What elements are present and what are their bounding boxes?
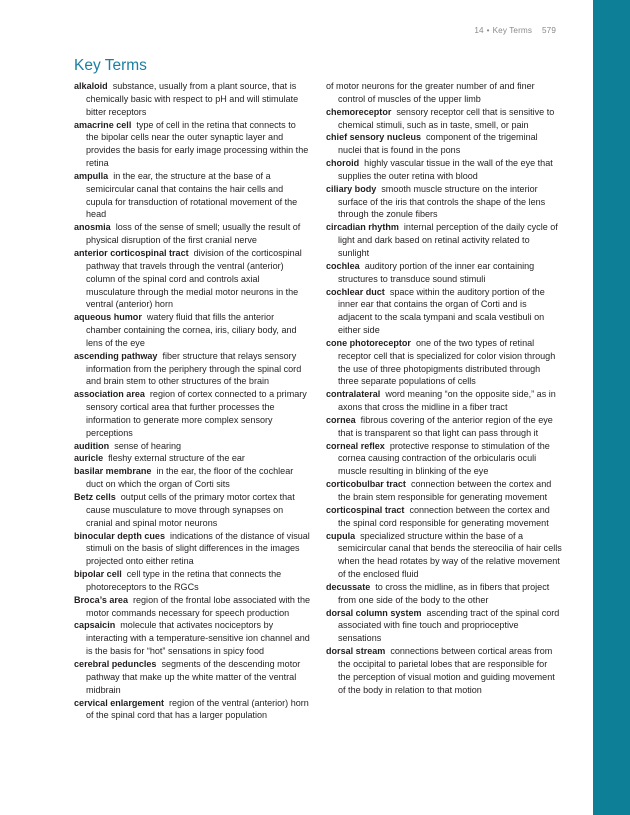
glossary-entry (74, 619, 310, 658)
glossary-definition: region of cortex connected to a primary sensory cortical area that further processes the information to generate more complex sensory perceptions (86, 389, 307, 438)
glossary-definition: loss of the sense of smell; usually the result of physical disruption of the first cranial nerve (86, 222, 301, 246)
glossary-entry (74, 594, 310, 620)
glossary-column-right (326, 80, 562, 697)
glossary-term: ascending pathway (74, 350, 158, 361)
glossary-definition: division of the corticospinal pathway that travels through the ventral (anterior) column of the spinal cord and controls axial musculature through the medial motor neurons in the ventral (anterior) horn (86, 247, 302, 310)
glossary-entry (74, 350, 310, 389)
glossary-entry (326, 414, 562, 440)
glossary-entry (326, 337, 562, 388)
glossary-entry (326, 440, 562, 479)
glossary-entry (74, 247, 310, 311)
glossary-definition: one of the two types of retinal receptor cell that is specialized for color vision through the use of three photopigments distributed through three separate populations of cells (338, 337, 556, 387)
glossary-term: cerebral peduncles (74, 658, 157, 669)
glossary-term: alkaloid (74, 81, 108, 91)
glossary-definition: sense of hearing (114, 440, 182, 451)
glossary-definition: word meaning “on the opposite side,” as in axons that cross the midline in a fiber tract (338, 389, 556, 413)
glossary-entry (74, 697, 310, 723)
glossary-term: cervical enlargement (74, 697, 165, 708)
glossary-definition: connection between the cortex and the brain stem responsible for generating movement (338, 479, 552, 502)
glossary-term: cochlear duct (326, 286, 385, 297)
glossary-definition: space within the auditory portion of the inner ear that contains the organ of Corti and is adjacent to the scala tympani and scala vestibuli on either side (338, 286, 545, 336)
glossary-entry (74, 530, 310, 569)
glossary-definition: type of cell in the retina that connects to the bipolar cells near the outer synaptic layer and provides the basis for early image processing within the retina (86, 119, 309, 169)
glossary-definition: component of the trigeminal nuclei that is found in the pons (338, 132, 538, 156)
glossary-term: bipolar cell (74, 569, 122, 580)
glossary-entry (326, 581, 562, 607)
glossary-definition: to cross the midline, as in fibers that project from one side of the body to the other (338, 581, 550, 605)
glossary-definition: auditory portion of the inner ear containing structures to transduce sound stimuli (338, 260, 535, 284)
glossary-entry (326, 530, 562, 581)
glossary-entry (326, 504, 562, 530)
glossary-entry (74, 119, 310, 170)
glossary-entry (326, 183, 562, 222)
glossary-term: anterior corticospinal tract (74, 247, 189, 258)
glossary-entry (74, 491, 310, 530)
glossary-definition: in the ear, the structure at the base of a semicircular canal that contains the hair cells and cupula for transduction of rotational movement of the head (86, 170, 298, 220)
section-name: Key Terms (492, 26, 533, 35)
chapter-number: 14 (474, 26, 484, 35)
glossary-term: association area (74, 389, 145, 400)
glossary-entry (74, 658, 310, 697)
glossary-definition: specialized structure within the base of a semicircular canal that bends the stereocilia of hair cells when the head rotates by way of the relative movement of the enclosed fluid (338, 530, 562, 580)
glossary-term: decussate (326, 581, 371, 592)
glossary-entry (74, 221, 310, 247)
glossary-definition: connection between the cortex and the spinal cord responsible for generating movement (338, 504, 550, 528)
glossary-term: contralateral (326, 389, 381, 400)
glossary-entry (74, 465, 310, 491)
glossary-definition: fibrous covering of the anterior region of the eye that is transparent so that light can pass through it (338, 414, 553, 438)
glossary-entry (326, 388, 562, 414)
glossary-entry (326, 286, 562, 337)
glossary-definition: substance, usually from a plant source, that is chemically basic with respect to pH and will stimulate bitter receptors (86, 81, 299, 117)
glossary-entry (326, 260, 562, 286)
glossary-term: auricle (74, 453, 104, 464)
glossary-term: Broca’s area (74, 594, 128, 605)
bullet-separator: • (486, 26, 490, 35)
glossary-definition: highly vascular tissue in the wall of the eye that supplies the outer retina with blood (338, 158, 553, 181)
glossary-entry (326, 478, 562, 504)
glossary-definition: internal perception of the daily cycle of light and dark based on retinal activity related to sunlight (338, 222, 558, 258)
glossary-term: cornea (326, 414, 356, 425)
glossary-definition: output cells of the primary motor cortex that cause musculature to move through synapses on cranial and spinal motor neurons (86, 492, 295, 528)
side-color-band (593, 0, 630, 815)
glossary-definition: connections between cortical areas from the occipital to parietal lobes that are responsible for the perception of visual motion and guiding movement of the body in relation to that motion (338, 646, 555, 695)
glossary-entry (74, 568, 310, 594)
glossary-term: corticospinal tract (326, 504, 405, 515)
glossary-entry (74, 452, 310, 465)
glossary-term: aqueous humor (74, 312, 142, 323)
glossary-entry (326, 645, 562, 696)
glossary-term: circadian rhythm (326, 222, 399, 233)
glossary-term: basilar membrane (74, 466, 152, 477)
glossary-definition: molecule that activates nociceptors by interacting with a temperature-sensitive ion channel and is the basis for “hot” sensations in spicy food (86, 620, 310, 657)
glossary-entry (74, 388, 310, 439)
glossary-definition: indications of the distance of visual stimuli on the basis of slight differences in the images projected onto either retina (86, 530, 310, 567)
glossary-definition: fleshy external structure of the ear (108, 453, 245, 464)
glossary-term: anosmia (74, 222, 111, 233)
glossary-term: dorsal stream (326, 646, 386, 657)
glossary-term: dorsal column system (326, 607, 422, 618)
glossary-entry (326, 221, 562, 260)
glossary-term: chief sensory nucleus (326, 132, 422, 143)
glossary-definition: region of the frontal lobe associated with the motor commands necessary for speech production (86, 594, 311, 618)
glossary-term: ampulla (74, 170, 109, 181)
glossary-term: Betz cells (74, 492, 116, 502)
page-title: Key Terms (74, 57, 147, 74)
glossary-definition: ascending tract of the spinal cord associated with fine touch and proprioceptive sensations (338, 607, 560, 644)
glossary-column-left (74, 80, 310, 722)
glossary-entry (74, 80, 310, 119)
running-head (474, 26, 556, 35)
glossary-entry (74, 311, 310, 350)
glossary-term: cupula (326, 530, 356, 541)
glossary-term: corticobulbar tract (326, 479, 406, 490)
glossary-term: choroid (326, 158, 360, 169)
glossary-definition: fiber structure that relays sensory information from the periphery through the spinal cord and brain stem to other structures of the brain (86, 350, 302, 387)
glossary-definition: cell type in the retina that connects the photoreceptors to the RGCs (86, 569, 282, 592)
glossary-term: cochlea (326, 260, 360, 271)
glossary-term: capsaicin (74, 620, 116, 631)
page-number: 579 (542, 26, 556, 35)
glossary-definition: protective response to stimulation of the cornea causing contraction of the orbicularis oculi muscle resulting in blinking of the eye (338, 440, 550, 477)
glossary-entry (326, 607, 562, 646)
continued-definition: of motor neurons for the greater number of and finer control of muscles of the upper limb (326, 81, 535, 104)
glossary-entry (74, 440, 310, 453)
glossary-term: ciliary body (326, 183, 377, 194)
glossary-term: amacrine cell (74, 119, 132, 130)
glossary-term: cone photoreceptor (326, 337, 411, 348)
glossary-entry (326, 106, 562, 132)
glossary-entry (326, 157, 562, 183)
glossary-term: audition (74, 440, 110, 451)
glossary-term: chemoreceptor (326, 106, 392, 117)
glossary-entry (74, 170, 310, 221)
glossary-definition: watery fluid that fills the anterior chamber containing the cornea, iris, ciliary body, and lens of the eye (86, 312, 297, 348)
glossary-definition: region of the ventral (anterior) horn of the spinal cord that has a larger population (86, 697, 309, 721)
glossary-definition: smooth muscle structure on the interior surface of the iris that controls the shape of the lens through the zonule fibers (338, 183, 546, 220)
glossary-definition: sensory receptor cell that is sensitive to chemical stimuli, such as in taste, smell, or pain (338, 106, 555, 130)
glossary-term: corneal reflex (326, 440, 385, 451)
glossary-definition: segments of the descending motor pathway that make up the white matter of the ventral midbrain (86, 658, 301, 695)
glossary-definition: in the ear, the floor of the cochlear duct on which the organ of Corti sits (86, 466, 294, 490)
glossary-term: binocular depth cues (74, 530, 165, 541)
glossary-entry (326, 131, 562, 157)
